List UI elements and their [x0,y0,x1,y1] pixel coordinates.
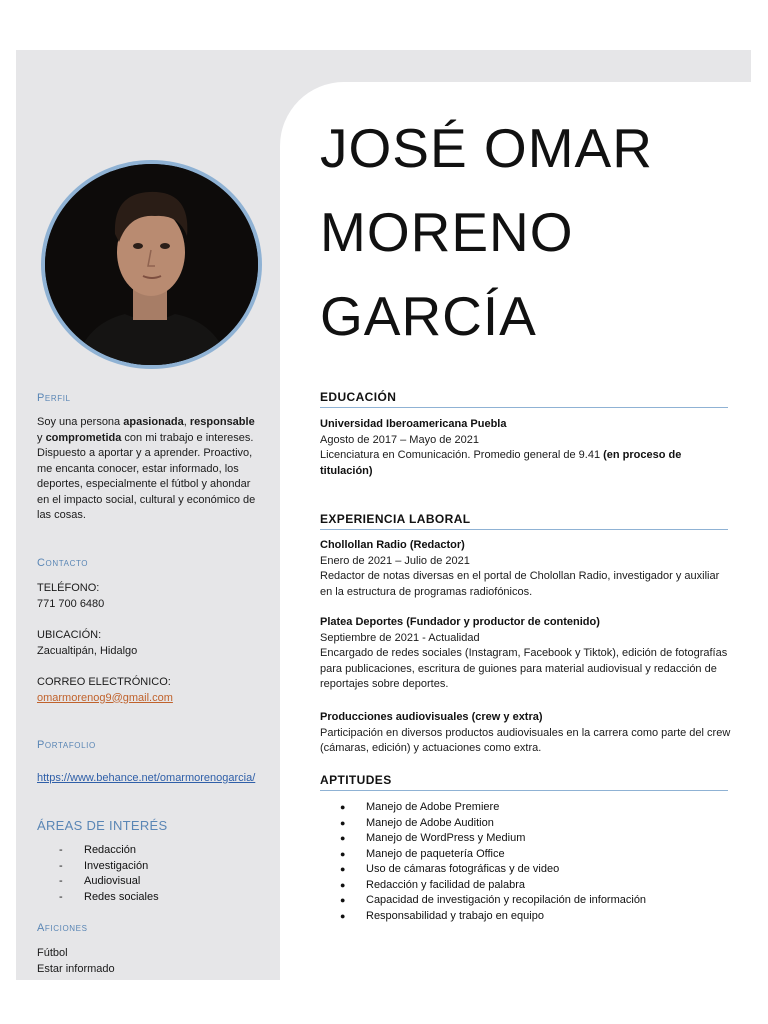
job-dates: Enero de 2021 – Julio de 2021 [320,554,470,567]
location-label: UBICACIÓN: [37,629,102,641]
hobbies-heading: Aficiones [37,922,88,934]
portfolio-heading: Portafolio [37,739,96,751]
list-item: - Audiovisual [59,875,141,887]
profile-text: Soy una persona apasionada, responsable y comprometida con mi trabajo e intereses. Dispuesto a aportar y a aprender. Proactivo, me encanta conocer, estar informado, los deportes, especialmente el fútbol y ahondar en el impacto social, cultural y económico de las cosas. [37,416,256,521]
contact-heading: Contacto [37,557,89,569]
name-line: JOSÉ OMAR [320,117,653,179]
list-item: ● Redacción y facilidad de palabra [340,878,646,894]
phone-value: 771 700 6480 [37,597,105,610]
portfolio-block [37,771,259,787]
bullet-icon: ● [340,910,346,921]
degree-text: Licenciatura en Comunicación. Promedio general de 9.41 (en proceso de titulación) [320,449,682,477]
job-role: Platea Deportes (Fundador y productor de contenido) [320,616,600,628]
list-item: ● Manejo de paquetería Office [340,847,646,863]
email-label: CORREO ELECTRÓNICO: [37,676,171,688]
list-item: Estar informado [37,962,115,975]
list-item: Fútbol [37,947,68,959]
bullet-icon: ● [340,864,346,874]
portrait-illustration [45,164,258,365]
list-item: ● Manejo de Adobe Audition [340,816,646,832]
job-role: Chollollan Radio (Redactor) [320,539,465,551]
job-role: Producciones audiovisuales (crew y extra) [320,711,543,723]
job-description: Participación en diversos productos audiovisuales en la carrera como parte del crew (cámaras, edición) y actuaciones como extra. [320,726,731,754]
bullet-icon: ● [340,802,346,812]
education-heading: EDUCACIÓN [320,390,728,408]
list-item: ● Manejo de Adobe Premiere [340,800,646,816]
interests-list [37,843,159,905]
list-item: ● Responsabilidad y trabajo en equipo [340,909,646,925]
job-description: Encargado de redes sociales (Instagram, Facebook y Tiktok), edición de fotografías para publicaciones, escritura de guiones para material audiovisual y redacción de reportajes sobre deportes. [320,647,728,690]
profile-photo [45,164,258,365]
education-block [320,417,732,479]
school-name: Universidad Iberoamericana Puebla [320,418,507,430]
list-item: ● Uso de cámaras fotográficas y de video [340,862,646,878]
list-item: - Investigación [59,859,149,872]
name-line: GARCÍA [320,285,537,347]
list-item: ● Manejo de WordPress y Medium [340,831,646,847]
bullet-icon: ● [340,833,346,843]
job-entry [320,615,732,693]
portfolio-link[interactable]: https://www.behance.net/omarmorenogarcia/ [37,772,256,784]
job-description: Redactor de notas diversas en el portal de Cholollan Radio, investigador y auxiliar en la estructura de programas radiofónicos. [320,570,720,598]
skills-heading: APTITUDES [320,773,728,791]
page-title [320,106,653,358]
education-dates: Agosto de 2017 – Mayo de 2021 [320,433,480,446]
profile-heading: Perfil [37,392,71,404]
phone-label: TELÉFONO: [37,582,100,594]
list-item: - Redes sociales [59,890,159,903]
job-entry [320,710,732,757]
list-item: - Redacción [59,844,136,856]
hobbies-list [37,946,262,977]
contact-block [37,581,262,706]
bullet-icon: ● [340,895,346,905]
bullet-icon: ● [340,817,346,828]
bullet-icon: ● [340,848,346,859]
bullet-icon: ● [340,879,346,890]
list-item: ● Capacidad de investigación y recopilación de información [340,893,646,909]
name-line: MORENO [320,201,574,263]
job-entry [320,538,732,600]
interests-heading: ÁREAS DE INTERÉS [37,818,168,833]
job-dates: Septiembre de 2021 - Actualidad [320,631,480,644]
location-value: Zacualtipán, Hidalgo [37,644,138,657]
skills-list [340,800,646,924]
email-link[interactable]: omarmorenog9@gmail.com [37,691,173,704]
experience-heading: EXPERIENCIA LABORAL [320,512,728,530]
